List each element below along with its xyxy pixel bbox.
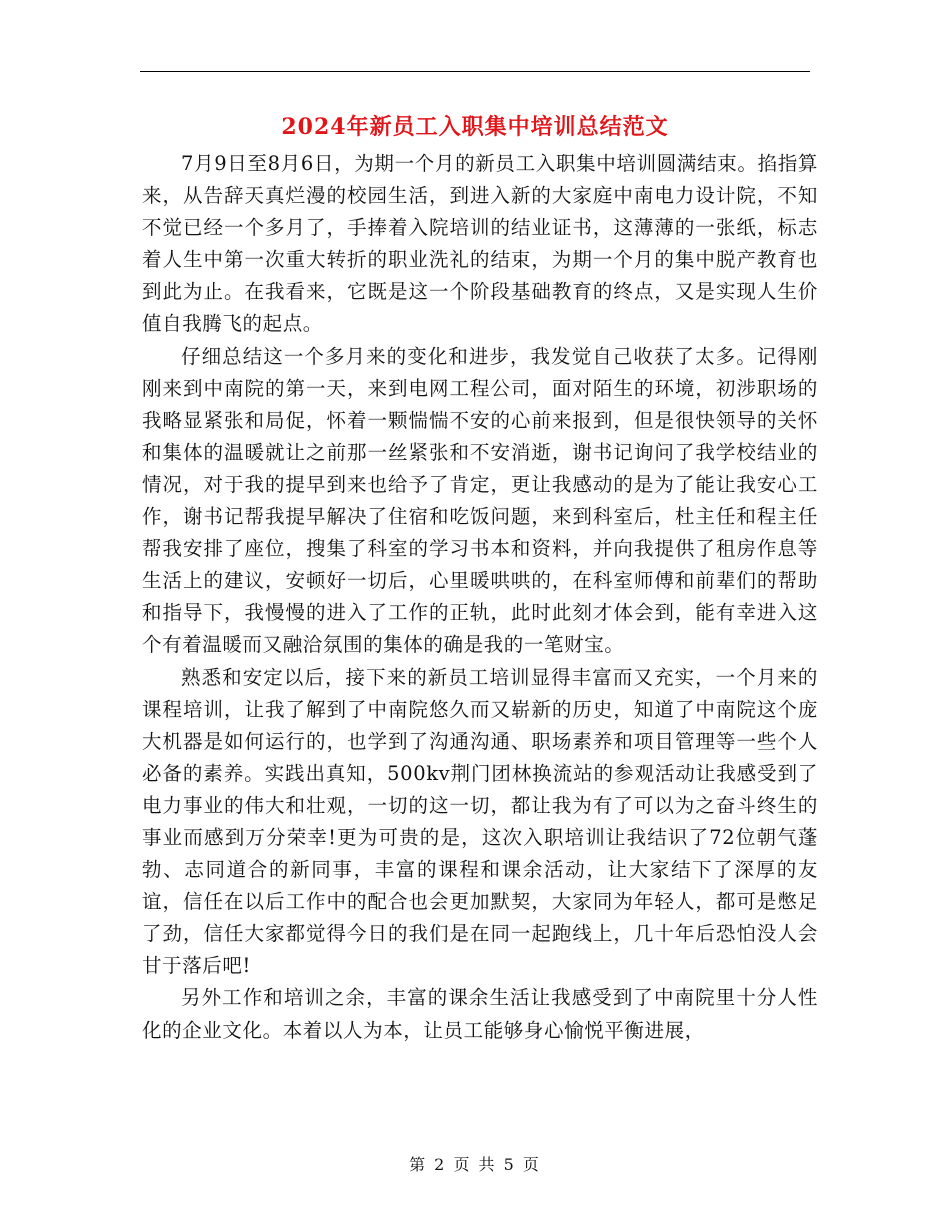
paragraph-1: 7月9日至8月6日，为期一个月的新员工入职集中培训圆满结束。掐指算来，从告辞天真烂漫的校园生活，到进入新的大家庭中南电力设计院，不知不觉已经一个多月了，手捧着入院培训的结业证书，这薄薄的一张纸，标志着人生中第一次重大转折的职业洗礼的结束，为期一个月的集中脱产教育也到此为止。在我看来，它既是这一个阶段基础教育的终点，又是实现人生价值自我腾飞的起点。 [142, 152, 818, 336]
page-number: 第 2 页 共 5 页 [409, 1155, 541, 1174]
document-body [142, 148, 818, 1047]
paragraph-2: 仔细总结这一个多月来的变化和进步，我发觉自己收获了太多。记得刚刚来到中南院的第一天，来到电网工程公司，面对陌生的环境，初涉职场的我略显紧张和局促，怀着一颗惴惴不安的心前来报到，但是很快领导的关怀和集体的温暖就让之前那一丝紧张和不安消逝，谢书记询问了我学校结业的情况，对于我的提早到来也给予了肯定，更让我感动的是为了能让我安心工作，谢书记帮我提早解决了住宿和吃饭问题，来到科室后，杜主任和程主任帮我安排了座位，搜集了科室的学习书本和资料，并向我提供了租房作息等生活上的建议，安顿好一切后，心里暖哄哄的，在科室师傅和前辈们的帮助和指导下，我慢慢的进入了工作的正轨，此时此刻才体会到，能有幸进入这个有着温暖而又融洽氛围的集体的确是我的一笔财宝。 [142, 344, 818, 657]
paragraph-3: 熟悉和安定以后，接下来的新员工培训显得丰富而又充实，一个月来的课程培训，让我了解到了中南院悠久而又崭新的历史，知道了中南院这个庞大机器是如何运行的，也学到了沟通沟通、职场素养和项目管理等一些个人必备的素养。实践出真知，500kv荆门团林换流站的参观活动让我感受到了电力事业的伟大和壮观，一切的这一切，都让我为有了可以为之奋斗终生的事业而感到万分荣幸!更为可贵的是，这次入职培训让我结识了72位朝气蓬勃、志同道合的新同事，丰富的课程和课余活动，让大家结下了深厚的友谊，信任在以后工作中的配合也会更加默契，大家同为年轻人，都可是憋足了劲，信任大家都觉得今日的我们是在同一起跑线上，几十年后恐怕没人会甘于落后吧! [142, 665, 818, 978]
document-title: 2024年新员工入职集中培训总结范文 [281, 114, 669, 140]
paragraph-4: 另外工作和培训之余，丰富的课余生活让我感受到了中南院里十分人性化的企业文化。本着以人为本，让员工能够身心愉悦平衡进展， [142, 986, 818, 1042]
header-rule [140, 71, 810, 72]
